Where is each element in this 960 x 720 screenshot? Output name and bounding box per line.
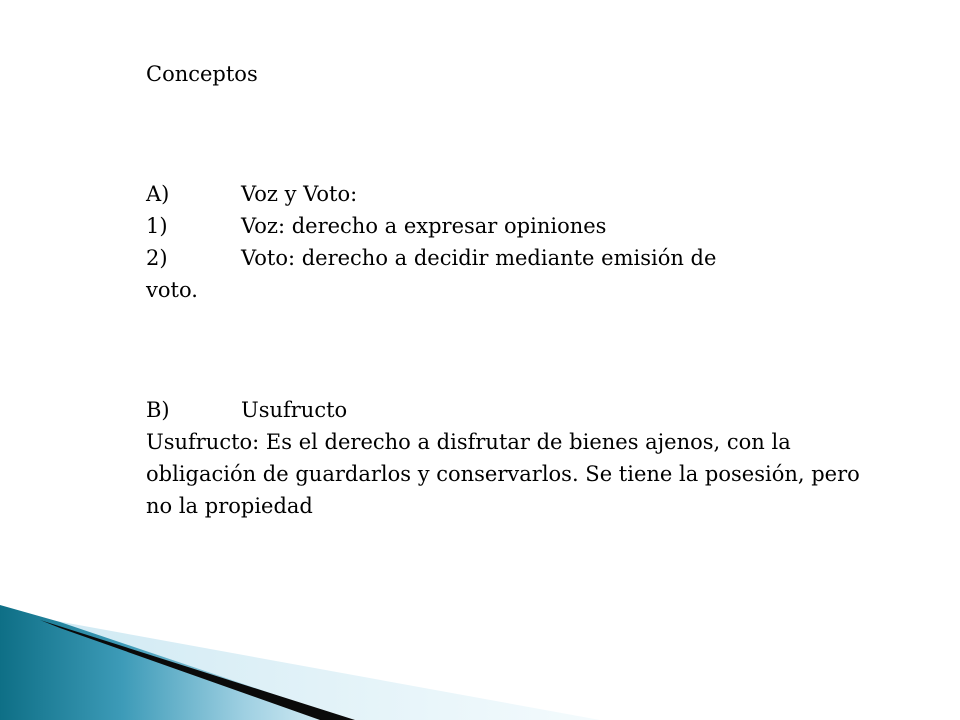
list-item bbox=[146, 210, 876, 242]
section-b-title: Usufructo bbox=[241, 398, 348, 422]
item-2-text: Voto: derecho a decidir mediante emisión de bbox=[241, 246, 717, 270]
item-1-text: Voz: derecho a expresar opiniones bbox=[241, 214, 607, 238]
section-b-heading bbox=[146, 394, 876, 426]
ribbon-black-band bbox=[40, 620, 355, 720]
slide-content bbox=[146, 58, 876, 522]
slide-title: Conceptos bbox=[146, 62, 258, 86]
section-b-marker: B) bbox=[146, 398, 170, 422]
section-b-body: Usufructo: Es el derecho a disfrutar de bienes ajenos, con la obligación de guardarlos y conservarlos. Se tiene la posesión, pero no la propiedad bbox=[146, 430, 860, 518]
ribbon-blue-band bbox=[0, 605, 350, 720]
section-a-heading bbox=[146, 178, 876, 210]
section-a-title: Voz y Voto: bbox=[241, 182, 358, 206]
item-2-continuation: voto. bbox=[146, 278, 198, 302]
item-1-marker: 1) bbox=[146, 214, 168, 238]
item-2-marker: 2) bbox=[146, 246, 168, 270]
section-a-marker: A) bbox=[146, 182, 170, 206]
ribbon-pale-band bbox=[40, 618, 600, 720]
list-item bbox=[146, 242, 876, 274]
